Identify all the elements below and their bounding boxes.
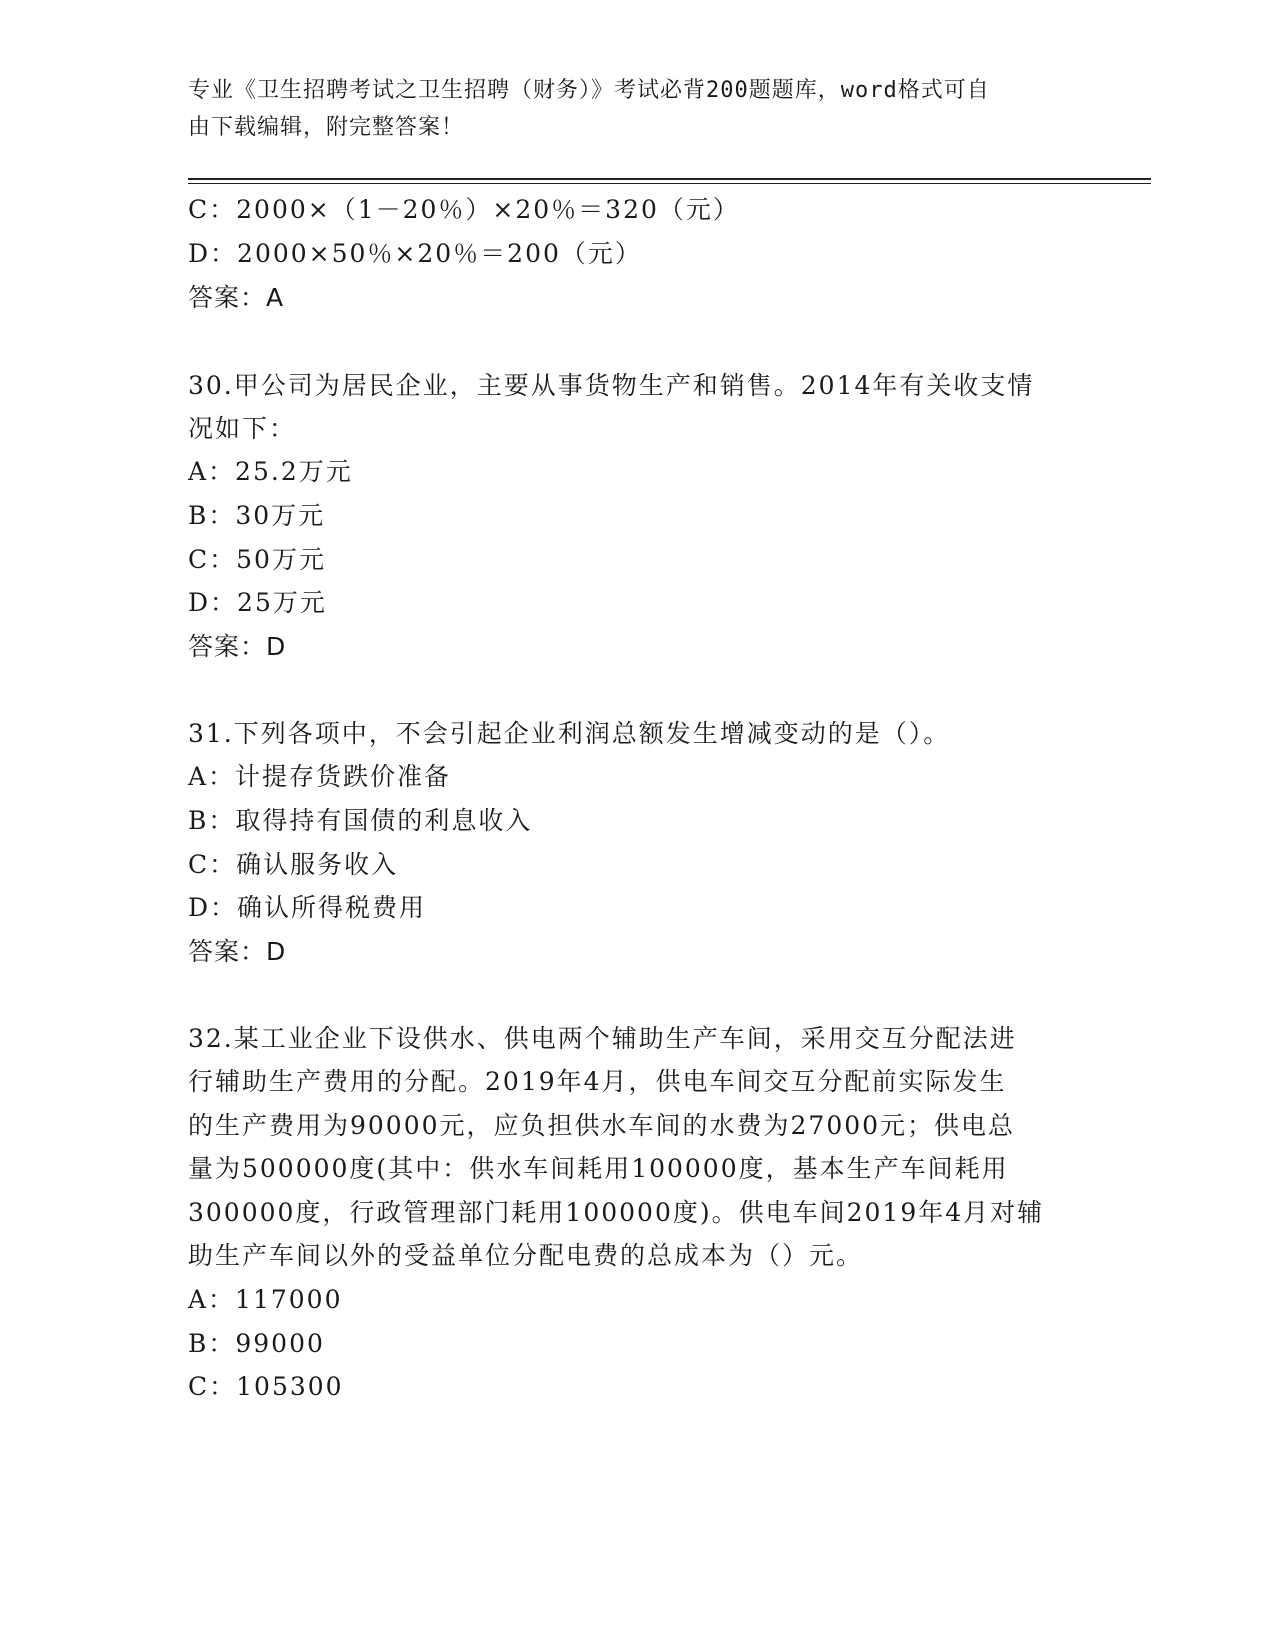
q32-option-a: A：117000 [188, 1285, 343, 1314]
header-divider-thin [188, 183, 1151, 184]
header-line-1: 专业《卫生招聘考试之卫生招聘（财务）》考试必背200题题库，word格式可自 [188, 78, 990, 103]
q29-option-c: C：2000×（1－20％）×20％＝320（元） [188, 195, 740, 224]
q30-option-d: D：25万元 [188, 588, 327, 617]
q32-stem-line-3: 的生产费用为90000元，应负担供水车间的水费为27000元；供电总 [188, 1111, 1016, 1140]
header-line-2: 由下载编辑，附完整答案！ [188, 115, 465, 140]
q31-option-c: C：确认服务收入 [188, 850, 399, 879]
q29-answer: 答案：A [188, 283, 285, 312]
q32-stem-line-2: 行辅助生产费用的分配。2019年4月，供电车间交互分配前实际发生 [188, 1067, 1007, 1096]
q32-stem-line-6: 助生产车间以外的受益单位分配电费的总成本为（）元。 [188, 1241, 864, 1270]
q32-stem-line-1: 32.某工业企业下设供水、供电两个辅助生产车间，采用交互分配法进 [188, 1024, 1017, 1053]
document-header [188, 72, 1088, 146]
q30-stem-line-1: 30.甲公司为居民企业，主要从事货物生产和销售。2014年有关收支情 [188, 371, 1035, 400]
q30-option-a: A：25.2万元 [188, 457, 353, 486]
header-divider-thick [188, 178, 1151, 180]
q32-option-c: C：105300 [188, 1372, 344, 1401]
q32-stem-line-4: 量为500000度(其中：供水车间耗用100000度，基本生产车间耗用 [188, 1154, 1009, 1183]
q30-stem-line-2: 况如下： [188, 414, 297, 443]
q31-option-d: D：确认所得税费用 [188, 893, 427, 922]
q30-option-c: C：50万元 [188, 545, 326, 574]
q31-option-a: A：计提存货跌价准备 [188, 762, 452, 791]
q30-option-b: B：30万元 [188, 501, 326, 530]
q31-option-b: B：取得持有国债的利息收入 [188, 806, 533, 835]
q29-option-d: D：2000×50％×20％＝200（元） [188, 239, 642, 268]
q32-stem-line-5: 300000度，行政管理部门耗用100000度)。供电车间2019年4月对辅 [188, 1198, 1045, 1227]
q32-option-b: B：99000 [188, 1329, 325, 1358]
q31-answer: 答案：D [188, 937, 287, 966]
q31-stem-line-1: 31.下列各项中，不会引起企业利润总额发生增减变动的是（）。 [188, 719, 951, 748]
q30-answer: 答案：D [188, 632, 287, 661]
